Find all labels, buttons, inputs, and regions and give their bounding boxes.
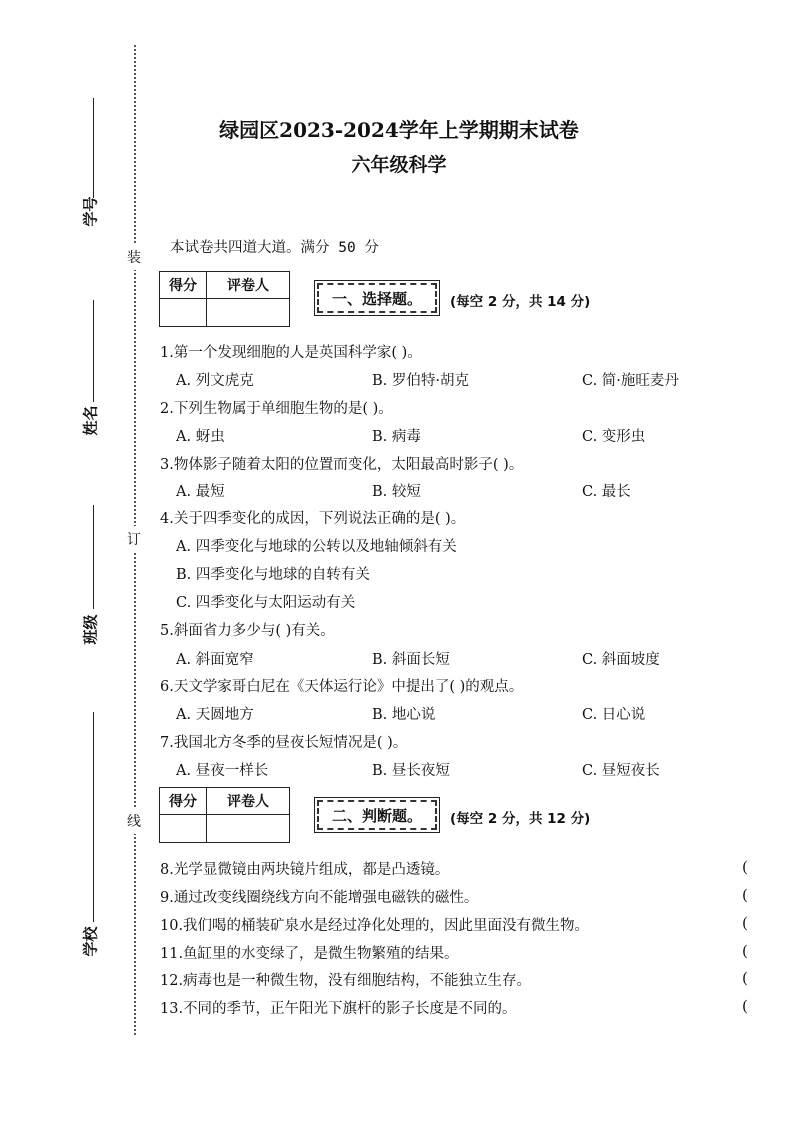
question-4: 4.关于四季变化的成因，下列说法正确的是( )。 <box>160 511 466 527</box>
question-9: 9.通过改变线圈绕线方向不能增强电磁铁的磁性。 <box>160 890 479 906</box>
q7-option-a[interactable]: A. 昼夜一样长 <box>176 763 269 779</box>
q2-option-a[interactable]: A. 蚜虫 <box>176 429 225 445</box>
question-7: 7.我国北方冬季的昼夜长短情况是( )。 <box>160 735 408 751</box>
question-12: 12.病毒也是一种微生物，没有细胞结构，不能独立生存。 <box>160 973 532 989</box>
q1-option-b[interactable]: B. 罗伯特·胡克 <box>372 373 469 389</box>
q7-option-c[interactable]: C. 昼短夜长 <box>582 763 660 779</box>
question-3: 3.物体影子随着太阳的位置而变化，太阳最高时影子( )。 <box>160 457 524 473</box>
grader-header: 评卷人 <box>207 788 290 815</box>
q5-option-a[interactable]: A. 斜面宽窄 <box>176 652 254 668</box>
name-line <box>93 300 94 402</box>
section1-heading: 一、选择题。 <box>317 283 437 313</box>
question-10: 10.我们喝的桶装矿泉水是经过净化处理的，因此里面没有微生物。 <box>160 918 590 934</box>
question-13: 13.不同的季节，正午阳光下旗杆的影子长度是不同的。 <box>160 1001 517 1017</box>
grader-cell[interactable] <box>207 815 290 843</box>
section1-note: (每空 2 分，共 14 分) <box>450 294 591 310</box>
q5-option-b[interactable]: B. 斜面长短 <box>372 652 450 668</box>
answer-paren-9[interactable]: ( <box>742 886 748 904</box>
student-id-line <box>93 98 94 198</box>
section2-note: (每空 2 分，共 12 分) <box>450 811 591 827</box>
seal-word-xian: 线 <box>124 808 144 834</box>
question-1: 1.第一个发现细胞的人是英国科学家( )。 <box>160 345 422 361</box>
page-subtitle: 六年级科学 <box>351 154 447 176</box>
q4-option-a[interactable]: A. 四季变化与地球的公转以及地轴倾斜有关 <box>176 539 457 555</box>
q3-option-a[interactable]: A. 最短 <box>176 484 225 500</box>
score-table-1 <box>159 271 290 327</box>
q4-option-c[interactable]: C. 四季变化与太阳运动有关 <box>176 595 356 611</box>
answer-paren-10[interactable]: ( <box>742 914 748 932</box>
question-5: 5.斜面省力多少与( )有关。 <box>160 623 335 639</box>
name-label: 姓名 <box>81 405 100 436</box>
class-label: 班级 <box>81 614 100 645</box>
q6-option-c[interactable]: C. 日心说 <box>582 707 646 723</box>
grader-header: 评卷人 <box>207 272 290 299</box>
answer-paren-11[interactable]: ( <box>742 942 748 960</box>
exam-intro: 本试卷共四道大道。满分 50 分 <box>170 240 379 256</box>
score-header: 得分 <box>160 788 207 815</box>
class-line <box>93 505 94 609</box>
q1-option-a[interactable]: A. 列文虎克 <box>176 373 254 389</box>
section1-banner <box>314 280 440 316</box>
score-cell[interactable] <box>160 815 207 843</box>
q4-option-b[interactable]: B. 四季变化与地球的自转有关 <box>176 567 370 583</box>
question-6: 6.天文学家哥白尼在《天体运行论》中提出了( )的观点。 <box>160 679 524 695</box>
q2-option-b[interactable]: B. 病毒 <box>372 429 421 445</box>
score-cell[interactable] <box>160 299 207 327</box>
page-title: 绿园区2023-2024学年上学期期末试卷 <box>219 118 579 142</box>
q2-option-c[interactable]: C. 变形虫 <box>582 429 646 445</box>
q6-option-a[interactable]: A. 天圆地方 <box>176 707 254 723</box>
q3-option-c[interactable]: C. 最长 <box>582 484 631 500</box>
question-2: 2.下列生物属于单细胞生物的是( )。 <box>160 401 393 417</box>
school-line <box>93 712 94 922</box>
score-table-2 <box>159 787 290 843</box>
section2-banner <box>314 797 440 833</box>
q3-option-b[interactable]: B. 较短 <box>372 484 421 500</box>
answer-paren-8[interactable]: ( <box>742 858 748 876</box>
answer-paren-13[interactable]: ( <box>742 997 748 1015</box>
question-8: 8.光学显微镜由两块镜片组成，都是凸透镜。 <box>160 862 450 878</box>
q5-option-c[interactable]: C. 斜面坡度 <box>582 652 660 668</box>
school-label: 学校 <box>81 926 100 957</box>
q7-option-b[interactable]: B. 昼长夜短 <box>372 763 450 779</box>
student-id-label: 学号 <box>81 196 100 227</box>
q6-option-b[interactable]: B. 地心说 <box>372 707 436 723</box>
score-header: 得分 <box>160 272 207 299</box>
grader-cell[interactable] <box>207 299 290 327</box>
section2-heading: 二、判断题。 <box>317 800 437 830</box>
seal-word-zhuang: 装 <box>124 244 144 270</box>
seal-word-ding: 订 <box>124 526 144 552</box>
answer-paren-12[interactable]: ( <box>742 969 748 987</box>
q1-option-c[interactable]: C. 简·施旺麦丹 <box>582 373 679 389</box>
question-11: 11.鱼缸里的水变绿了，是微生物繁殖的结果。 <box>160 946 459 962</box>
